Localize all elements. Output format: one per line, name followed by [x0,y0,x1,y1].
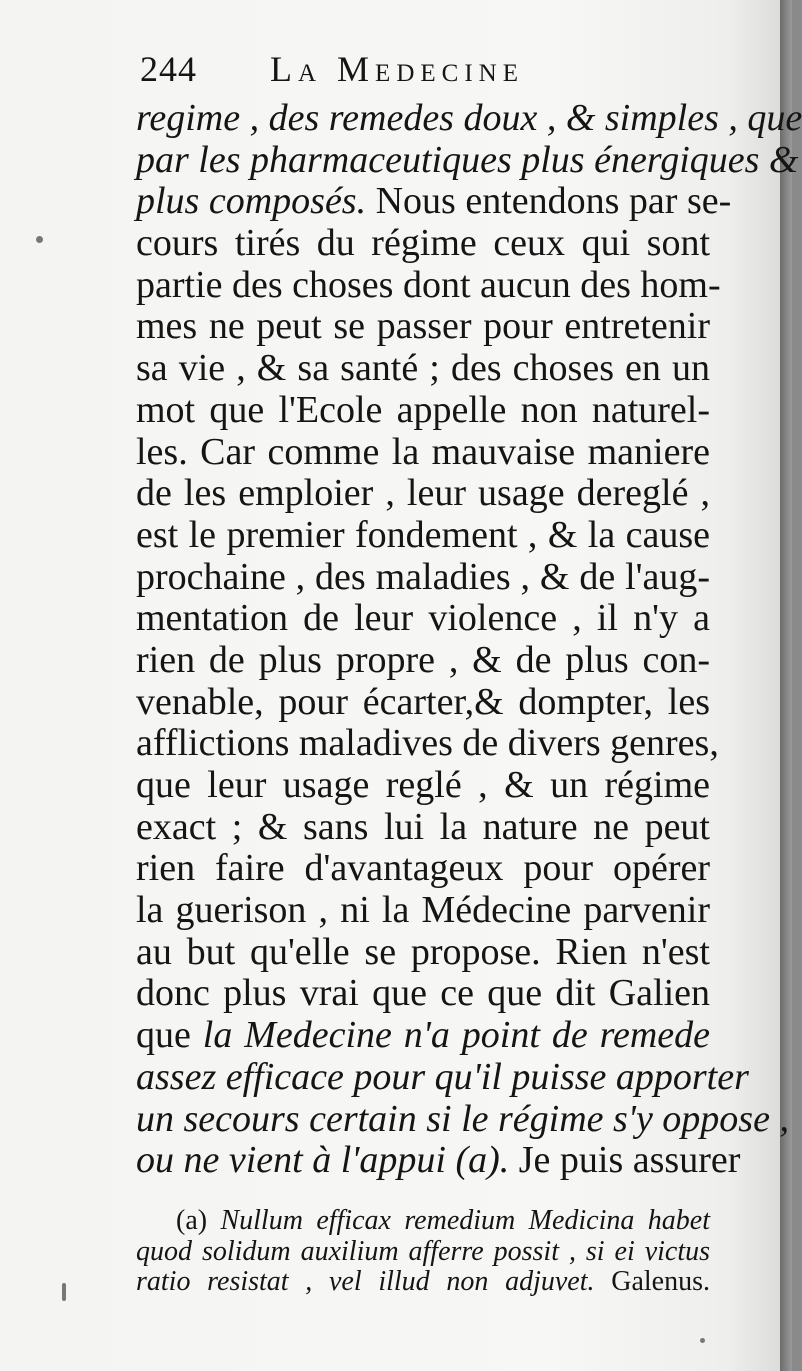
text-line [136,682,710,724]
footnote-line [136,1237,710,1268]
roman-text: rien faire d'avantageux pour opérer [136,847,710,890]
roman-text: que leur usage reglé , & un régime [136,764,710,806]
text-line [136,1055,749,1099]
roman-text: partie des choses dont aucun des hom- [136,263,721,306]
italic-text: assez efficace pour qu'il puisse apporter [136,1055,749,1098]
footnote-line [136,1267,710,1298]
roman-text: que [136,1014,203,1057]
text-line [136,306,710,348]
text-line [136,515,710,557]
roman-text: rien de plus propre , & de plus con- [136,638,710,681]
text-line [136,765,710,807]
roman-text: les. Car comme la mauvaise maniere [136,430,710,473]
text-line [136,807,710,849]
text-line [136,97,802,140]
italic-text: ou ne vient à l'appui (a). [136,1139,510,1182]
roman-text: mot que l'Ecole appelle non naturel- [136,388,710,431]
roman-text: de les emploier , leur usage dereglé , [136,472,710,515]
body-text [136,97,802,1182]
text-line [136,348,710,390]
text-line [136,1097,789,1141]
roman-text: la guerison , ni la Médecine parvenir [136,889,710,932]
text-line [136,848,710,890]
roman-text: Nous entendons par se- [366,180,732,223]
text-line [136,138,799,182]
footnote-line [136,1206,710,1237]
text-line [136,557,710,599]
running-header [140,44,700,94]
paper-speck [62,1283,66,1301]
text-line [136,722,719,765]
italic-text: ratio resistat , vel illud non adjuvet. [136,1266,595,1297]
text-line [136,432,710,474]
page-edge-shadow [780,0,792,1371]
footnote [136,1206,710,1298]
text-line [136,223,710,265]
text-line [136,390,710,432]
paper-speck [700,1338,705,1343]
paper-speck [36,236,43,243]
text-line [136,890,710,932]
roman-text: (a) [176,1205,221,1236]
italic-text: par les pharmaceutiques plus énergiques & [136,138,799,181]
roman-text: est le premier fondement , & la cause [136,513,710,556]
roman-text: donc plus vrai que ce que dit Galien [136,972,710,1015]
text-line [136,473,710,515]
roman-text: Galenus. [594,1266,710,1297]
italic-text: regime , des remedes doux , & simples , que [136,97,802,139]
roman-text: prochaine , des maladies , & de l'aug- [136,555,710,598]
italic-text: plus composés. [136,180,367,223]
text-line [136,973,710,1015]
roman-text: au but qu'elle se propose. Rien n'est [136,930,710,973]
roman-text: sa vie , & sa santé ; des choses en un [136,347,710,390]
italic-text: Nullum efficax remedium Medicina habet [220,1205,710,1236]
text-line [136,263,721,307]
roman-text: mes ne peut se passer pour entretenir [136,305,710,348]
italic-text: quod solidum auxilium afferre possit , si ei victus [136,1235,710,1267]
roman-text: exact ; & sans lui la nature ne peut [136,805,710,848]
text-line [136,598,710,640]
roman-text: venable, pour écarter,& dompter, les [136,680,710,723]
running-title: La Medecine [270,49,524,89]
roman-text: afflictions maladives de divers genres, [136,722,719,765]
italic-text: la Medecine n'a point de remede [202,1014,710,1057]
text-line [136,180,732,223]
text-line [136,640,710,682]
roman-text: Je puis assurer [509,1139,741,1182]
page-number: 244 [140,49,197,89]
text-line [136,932,710,974]
text-line [136,1139,741,1182]
roman-text: cours tirés du régime ceux qui sont [136,222,710,265]
text-line [136,1015,710,1057]
roman-text: mentation de leur violence , il n'y a [136,597,710,640]
italic-text: un secours certain si le régime s'y oppose , [136,1097,789,1140]
